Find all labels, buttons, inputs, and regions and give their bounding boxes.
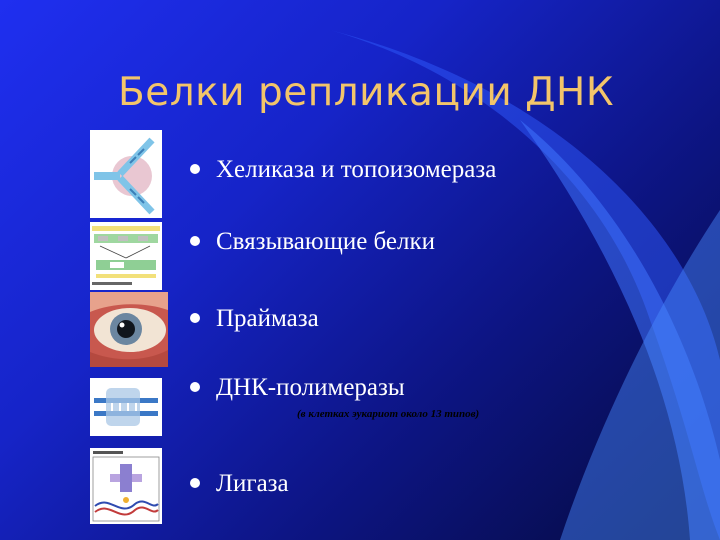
- list-item-label: Связывающие белки: [216, 228, 436, 255]
- list-item-primase: [190, 305, 319, 333]
- polymerases-note: (в клетках эукариот около 13 типов): [297, 408, 480, 420]
- slide-title: Белки репликации ДНК: [118, 70, 615, 115]
- bullet-icon: [190, 164, 200, 174]
- bullet-icon: [190, 313, 200, 323]
- bullet-icon: [190, 236, 200, 246]
- eye-image: [90, 292, 168, 367]
- polymerase-image: [90, 378, 162, 436]
- list-item-polymerases: [190, 374, 405, 402]
- list-item-label: Хеликаза и топоизомераза: [216, 156, 497, 183]
- list-item-helicase: [190, 156, 496, 184]
- binding-proteins-image: [90, 222, 162, 290]
- list-item-label: Праймаза: [216, 305, 319, 332]
- bullet-icon: [190, 382, 200, 392]
- ligase-image: [90, 448, 162, 524]
- list-item-binding-proteins: [190, 228, 435, 256]
- list-item-ligase: [190, 470, 289, 498]
- helicase-image: [90, 130, 162, 218]
- bullet-icon: [190, 478, 200, 488]
- list-item-label: Лигаза: [216, 470, 289, 497]
- list-item-label: ДНК-полимеразы: [216, 374, 405, 401]
